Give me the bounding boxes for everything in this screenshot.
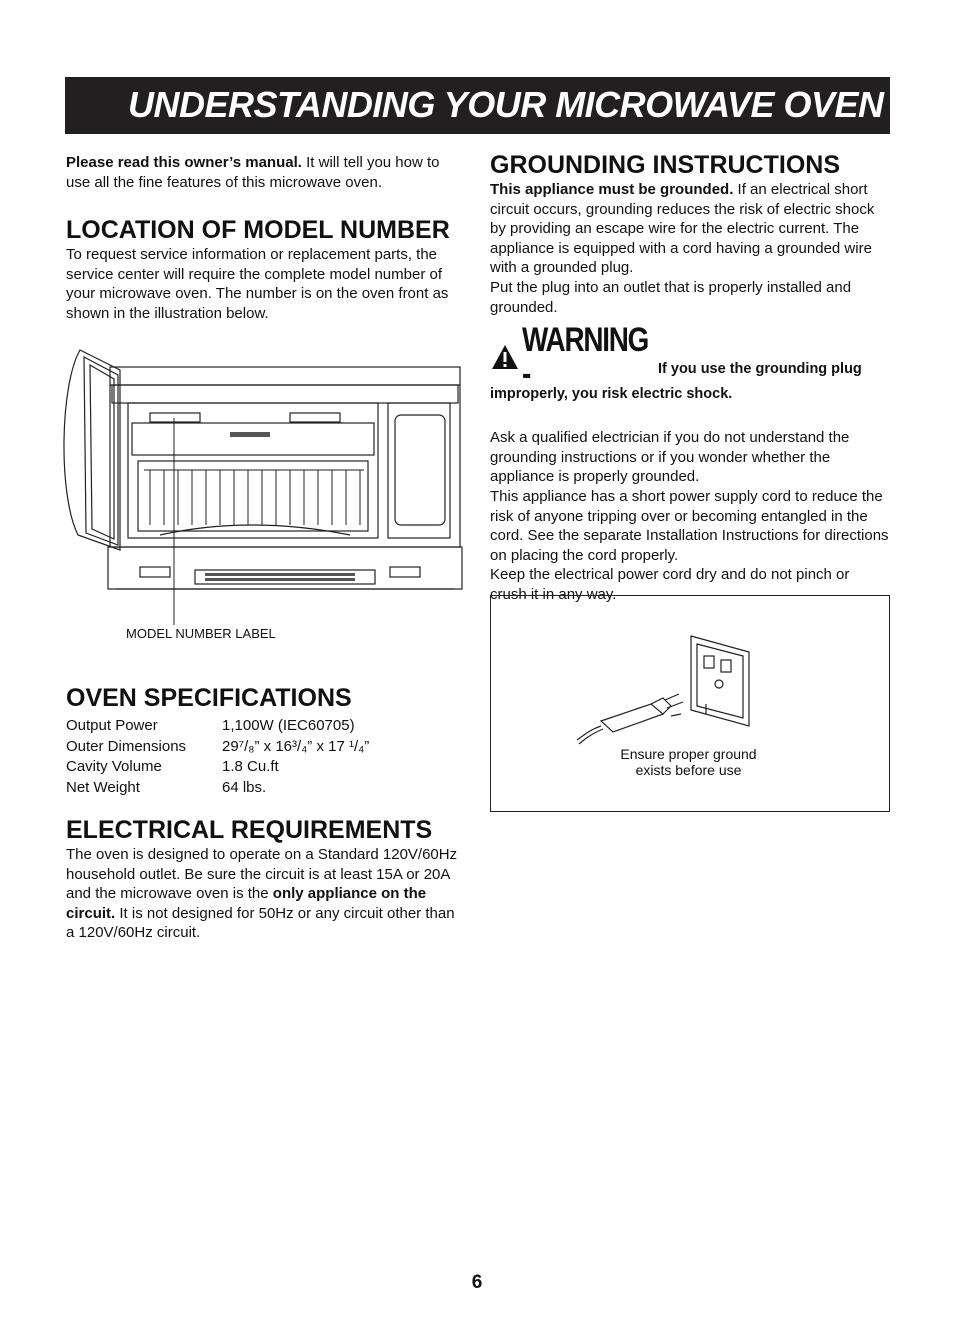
grounding-paragraph-4: This appliance has a short power supply cord to reduce the risk of anyone tripping over or becoming entangled in the cord. See the separate Installation Instructions for directions on placing the cord properly. xyxy=(490,487,889,564)
spec-value: 29⁷/₈” x 16³/₄” x 17 ¹/₄” xyxy=(222,737,370,755)
page-title: UNDERSTANDING YOUR MICROWAVE OVEN xyxy=(128,84,884,125)
warning-icon xyxy=(490,343,520,371)
grounding-paragraph-1 xyxy=(490,180,890,278)
specs-heading: OVEN SPECIFICATIONS xyxy=(66,684,352,712)
specs-table xyxy=(66,716,369,798)
location-heading: LOCATION OF MODEL NUMBER xyxy=(66,216,450,245)
model-number-label: MODEL NUMBER LABEL xyxy=(126,626,276,641)
spec-key: Net Weight xyxy=(66,778,140,796)
page-number: 6 xyxy=(471,1272,483,1293)
grounding-paragraph-3: Ask a qualified electrician if you do not understand the grounding instructions or if you wonder whether the appliance is properly grounded. xyxy=(490,429,850,486)
spec-value: 64 lbs. xyxy=(222,778,267,796)
spec-row xyxy=(66,716,369,737)
electrical-heading: ELECTRICAL REQUIREMENTS xyxy=(66,816,433,844)
intro-text: It will tell you how to use all the fine features of this microwave oven. xyxy=(66,154,440,191)
grounding-heading: GROUNDING INSTRUCTIONS xyxy=(490,151,840,179)
plug-caption-2: exists before use xyxy=(635,762,742,778)
left-column xyxy=(66,153,466,324)
spec-key: Output Power xyxy=(66,717,158,734)
right-column xyxy=(490,150,890,605)
grounding-bold: This appliance must be grounded. xyxy=(490,181,734,198)
plug-figure-box xyxy=(490,595,890,812)
electrical-text-1: The oven is designed to operate on a Standard 120V/60Hz household outlet. Be sure the circuit is at least 15A or 20A and the microwave oven is the xyxy=(66,846,458,903)
electrical-text-2: It is not designed for 50Hz or any circuit other than a 120V/60Hz circuit. xyxy=(66,904,455,942)
location-paragraph: To request service information or replacement parts, the service center will require the complete model number of your microwave oven. The number is on the oven front as shown in the illustration below. xyxy=(66,246,449,322)
grounding-paragraph-5: Keep the electrical power cord dry and do not pinch or crush it in any way. xyxy=(490,566,850,603)
spec-row xyxy=(66,778,369,799)
spec-key: Outer Dimensions xyxy=(66,737,187,755)
warning-word: WARNING - xyxy=(522,321,649,394)
title-banner xyxy=(65,77,890,134)
plug-caption-1: Ensure proper ground xyxy=(620,746,757,762)
grounding-text-1: If an electrical short circuit occurs, grounding reduces the risk of electric shock by providing an escape wire for the electric current. The appliance is equipped with a cord having a grounded wire with a grounded plug. xyxy=(490,181,875,277)
microwave-illustration xyxy=(60,345,470,645)
intro-paragraph xyxy=(66,153,466,192)
plug-outlet-illustration xyxy=(571,626,771,746)
electrical-bold: only appliance on the circuit. xyxy=(66,885,427,922)
intro-bold: Please read this owner’s manual. xyxy=(66,154,302,171)
grounding-paragraph-2: Put the plug into an outlet that is properly installed and grounded. xyxy=(490,278,852,316)
electrical-section xyxy=(66,815,458,943)
electrical-paragraph xyxy=(66,845,458,943)
warning-text: If you use the grounding plug improperly, you risk electric shock. xyxy=(490,361,862,403)
spec-value: 1,100W (IEC60705) xyxy=(222,717,355,734)
spec-row xyxy=(66,737,369,758)
spec-row xyxy=(66,757,369,778)
spec-key: Cavity Volume xyxy=(66,758,162,775)
spec-value: 1.8 Cu.ft xyxy=(222,758,279,775)
